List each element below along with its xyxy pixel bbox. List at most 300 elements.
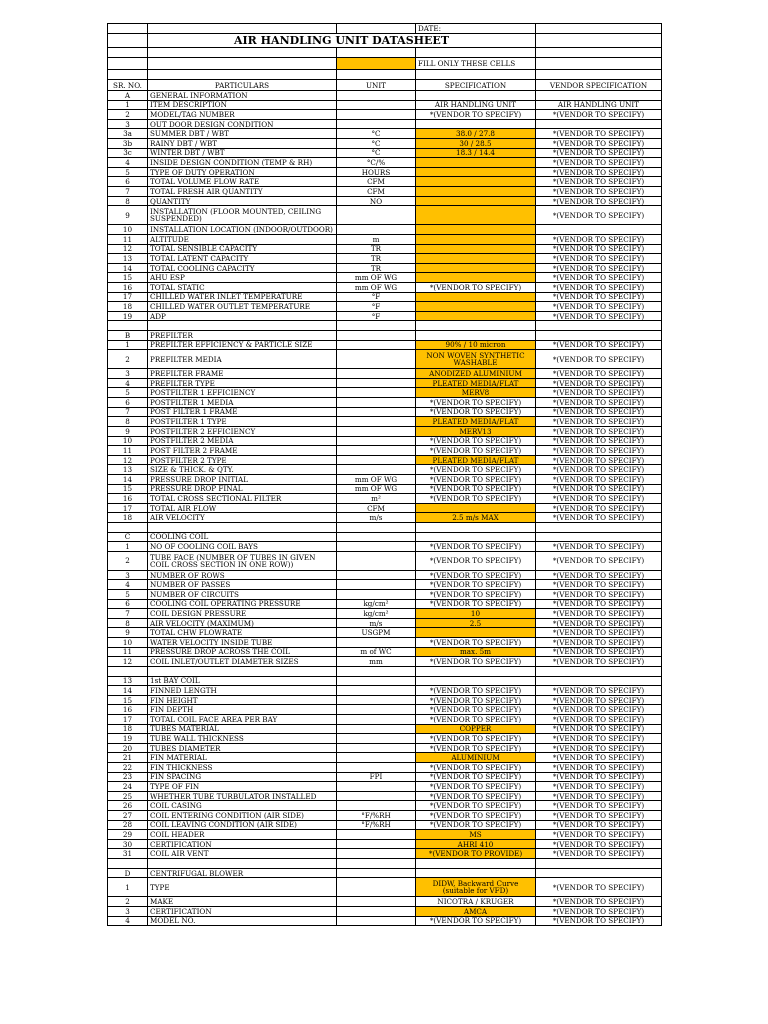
row-srno: 13 bbox=[108, 254, 148, 264]
row-srno: 25 bbox=[108, 791, 148, 801]
row-unit bbox=[337, 763, 416, 773]
row-srno: 7 bbox=[108, 609, 148, 619]
row-srno: 3 bbox=[108, 369, 148, 379]
row-specification: *(VENDOR TO SPECIFY) bbox=[416, 590, 536, 600]
row-particulars bbox=[148, 321, 337, 331]
row-specification: *(VENDOR TO SPECIFY) bbox=[416, 782, 536, 792]
table-row bbox=[108, 129, 662, 139]
row-vendor-specification[interactable]: *(VENDOR TO SPECIFY) bbox=[536, 129, 662, 139]
row-particulars: TUBE WALL THICKNESS bbox=[148, 734, 337, 744]
row-specification bbox=[416, 666, 536, 676]
row-specification[interactable]: MS bbox=[416, 830, 536, 840]
row-specification[interactable] bbox=[416, 187, 536, 197]
row-vendor-specification[interactable]: *(VENDOR TO SPECIFY) bbox=[536, 311, 662, 321]
row-srno: 14 bbox=[108, 263, 148, 273]
table-row bbox=[108, 743, 662, 753]
row-unit: mm OF WG bbox=[337, 282, 416, 292]
row-unit bbox=[337, 714, 416, 724]
row-vendor-specification[interactable]: *(VENDOR TO SPECIFY) bbox=[536, 388, 662, 398]
row-particulars: INSTALLATION (FLOOR MOUNTED, CEILING SUSPENDED) bbox=[148, 206, 337, 225]
row-specification bbox=[416, 859, 536, 869]
row-vendor-specification[interactable]: *(VENDOR TO SPECIFY) bbox=[536, 148, 662, 158]
row-specification: *(VENDOR TO SPECIFY) bbox=[416, 811, 536, 821]
table-row bbox=[108, 244, 662, 254]
col-header-particulars: PARTICULARS bbox=[148, 80, 337, 91]
row-vendor-specification[interactable]: *(VENDOR TO SPECIFY) bbox=[536, 599, 662, 609]
row-particulars: QUANTITY bbox=[148, 196, 337, 206]
row-srno: 3 bbox=[108, 119, 148, 129]
row-vendor-specification[interactable]: *(VENDOR TO SPECIFY) bbox=[536, 187, 662, 197]
row-vendor-specification[interactable]: *(VENDOR TO SPECIFY) bbox=[536, 244, 662, 254]
table-row bbox=[108, 868, 662, 878]
row-particulars: TOTAL CHW FLOWRATE bbox=[148, 628, 337, 638]
row-vendor-specification[interactable] bbox=[536, 119, 662, 129]
row-vendor-specification[interactable]: *(VENDOR TO SPECIFY) bbox=[536, 782, 662, 792]
row-particulars: TUBES MATERIAL bbox=[148, 724, 337, 734]
row-vendor-specification[interactable]: *(VENDOR TO SPECIFY) bbox=[536, 906, 662, 916]
row-unit bbox=[337, 119, 416, 129]
row-specification[interactable]: AHRI 410 bbox=[416, 839, 536, 849]
row-srno bbox=[108, 522, 148, 532]
row-specification[interactable]: 90% / 10 micron bbox=[416, 340, 536, 350]
row-vendor-specification[interactable]: *(VENDOR TO SPECIFY) bbox=[536, 849, 662, 859]
row-specification[interactable]: DIDW, Backward Curve (suitable for VFD) bbox=[416, 878, 536, 897]
row-unit bbox=[337, 570, 416, 580]
row-specification[interactable]: 38.0 / 27.8 bbox=[416, 129, 536, 139]
table-row bbox=[108, 503, 662, 513]
row-particulars: COIL CASING bbox=[148, 801, 337, 811]
row-specification bbox=[416, 119, 536, 129]
row-unit bbox=[337, 897, 416, 907]
row-particulars: PREFILTER EFFICIENCY & PARTICLE SIZE bbox=[148, 340, 337, 350]
row-vendor-specification[interactable]: *(VENDOR TO SPECIFY) bbox=[536, 282, 662, 292]
row-specification[interactable]: MERV13 bbox=[416, 426, 536, 436]
row-vendor-specification[interactable]: *(VENDOR TO SPECIFY) bbox=[536, 743, 662, 753]
row-particulars: TOTAL AIR FLOW bbox=[148, 503, 337, 513]
row-specification[interactable]: 2.5 m/s MAX bbox=[416, 513, 536, 523]
row-srno: 3 bbox=[108, 906, 148, 916]
row-particulars: RAINY DBT / WBT bbox=[148, 139, 337, 149]
row-vendor-specification[interactable]: *(VENDOR TO SPECIFY) bbox=[536, 378, 662, 388]
datasheet-table bbox=[107, 23, 662, 926]
table-row bbox=[108, 916, 662, 926]
row-specification[interactable]: NON WOVEN SYNTHETIC WASHABLE bbox=[416, 350, 536, 369]
row-unit: kg/cm² bbox=[337, 599, 416, 609]
row-vendor-specification[interactable]: *(VENDOR TO SPECIFY) bbox=[536, 263, 662, 273]
table-row bbox=[108, 542, 662, 552]
row-unit bbox=[337, 225, 416, 235]
row-unit: TR bbox=[337, 254, 416, 264]
row-specification: *(VENDOR TO SPECIFY) bbox=[416, 110, 536, 120]
row-vendor-specification[interactable] bbox=[536, 91, 662, 101]
row-vendor-specification[interactable]: *(VENDOR TO SPECIFY) bbox=[536, 916, 662, 926]
row-vendor-specification[interactable]: *(VENDOR TO SPECIFY) bbox=[536, 609, 662, 619]
table-row bbox=[108, 234, 662, 244]
row-srno: 3 bbox=[108, 570, 148, 580]
row-unit: mm OF WG bbox=[337, 474, 416, 484]
row-unit: °F bbox=[337, 302, 416, 312]
table-row bbox=[108, 474, 662, 484]
row-vendor-specification[interactable]: *(VENDOR TO SPECIFY) bbox=[536, 820, 662, 830]
table-row bbox=[108, 187, 662, 197]
row-particulars: POSTFILTER 1 MEDIA bbox=[148, 398, 337, 408]
row-unit bbox=[337, 436, 416, 446]
row-specification[interactable]: ANODIZED ALUMINIUM bbox=[416, 369, 536, 379]
row-srno bbox=[108, 859, 148, 869]
row-srno: D bbox=[108, 868, 148, 878]
row-vendor-specification[interactable]: *(VENDOR TO SPECIFY) bbox=[536, 398, 662, 408]
row-particulars: TOTAL VOLUME FLOW RATE bbox=[148, 177, 337, 187]
row-vendor-specification[interactable] bbox=[536, 532, 662, 542]
row-srno: 10 bbox=[108, 436, 148, 446]
row-specification[interactable] bbox=[416, 503, 536, 513]
row-vendor-specification[interactable]: *(VENDOR TO SPECIFY) bbox=[536, 551, 662, 570]
row-specification: *(VENDOR TO SPECIFY) bbox=[416, 398, 536, 408]
row-vendor-specification[interactable]: *(VENDOR TO SPECIFY) bbox=[536, 446, 662, 456]
row-particulars: WATER VELOCITY INSIDE TUBE bbox=[148, 638, 337, 648]
row-vendor-specification[interactable]: *(VENDOR TO SPECIFY) bbox=[536, 484, 662, 494]
row-specification: *(VENDOR TO SPECIFY) bbox=[416, 695, 536, 705]
table-row bbox=[108, 158, 662, 168]
row-srno: 31 bbox=[108, 849, 148, 859]
date-label: DATE: bbox=[416, 24, 536, 34]
row-specification[interactable]: AMCA bbox=[416, 906, 536, 916]
row-vendor-specification[interactable]: *(VENDOR TO SPECIFY) bbox=[536, 234, 662, 244]
table-row bbox=[108, 551, 662, 570]
row-specification[interactable] bbox=[416, 628, 536, 638]
row-vendor-specification[interactable]: *(VENDOR TO SPECIFY) bbox=[536, 570, 662, 580]
row-specification[interactable]: 30 / 28.5 bbox=[416, 139, 536, 149]
row-vendor-specification[interactable]: *(VENDOR TO SPECIFY) bbox=[536, 657, 662, 667]
row-unit bbox=[337, 801, 416, 811]
row-unit bbox=[337, 350, 416, 369]
row-specification[interactable]: PLEATED MEDIA/FLAT bbox=[416, 417, 536, 427]
row-particulars: TYPE OF FIN bbox=[148, 782, 337, 792]
row-specification[interactable]: PLEATED MEDIA/FLAT bbox=[416, 455, 536, 465]
row-particulars: AHU ESP bbox=[148, 273, 337, 283]
row-vendor-specification[interactable]: *(VENDOR TO SPECIFY) bbox=[536, 426, 662, 436]
row-particulars: CERTIFICATION bbox=[148, 906, 337, 916]
row-srno: 12 bbox=[108, 657, 148, 667]
row-specification[interactable] bbox=[416, 254, 536, 264]
row-vendor-specification[interactable]: *(VENDOR TO SPECIFY) bbox=[536, 580, 662, 590]
row-vendor-specification[interactable]: *(VENDOR TO SPECIFY) bbox=[536, 273, 662, 283]
row-vendor-specification[interactable]: *(VENDOR TO SPECIFY) bbox=[536, 724, 662, 734]
table-row bbox=[108, 484, 662, 494]
row-unit bbox=[337, 331, 416, 341]
row-specification[interactable] bbox=[416, 158, 536, 168]
row-vendor-specification[interactable]: *(VENDOR TO SPECIFY) bbox=[536, 791, 662, 801]
row-specification: *(VENDOR TO SPECIFY) bbox=[416, 474, 536, 484]
row-specification[interactable]: COPPER bbox=[416, 724, 536, 734]
row-specification[interactable] bbox=[416, 196, 536, 206]
row-vendor-specification[interactable]: *(VENDOR TO SPECIFY) bbox=[536, 878, 662, 897]
row-vendor-specification[interactable]: *(VENDOR TO SPECIFY) bbox=[536, 839, 662, 849]
row-specification[interactable] bbox=[416, 302, 536, 312]
row-unit bbox=[337, 580, 416, 590]
row-srno: 5 bbox=[108, 388, 148, 398]
row-specification[interactable] bbox=[416, 225, 536, 235]
row-unit bbox=[337, 743, 416, 753]
row-srno: 15 bbox=[108, 695, 148, 705]
row-vendor-specification[interactable]: *(VENDOR TO SPECIFY) bbox=[536, 734, 662, 744]
legend-row bbox=[108, 58, 662, 70]
row-specification bbox=[416, 532, 536, 542]
row-particulars: TUBES DIAMETER bbox=[148, 743, 337, 753]
table-row bbox=[108, 666, 662, 676]
row-vendor-specification[interactable]: *(VENDOR TO SPECIFY) bbox=[536, 340, 662, 350]
row-vendor-specification[interactable]: *(VENDOR TO SPECIFY) bbox=[536, 254, 662, 264]
row-vendor-specification[interactable]: *(VENDOR TO SPECIFY) bbox=[536, 638, 662, 648]
row-unit: °C bbox=[337, 139, 416, 149]
row-vendor-specification[interactable]: *(VENDOR TO SPECIFY) bbox=[536, 590, 662, 600]
row-particulars: WINTER DBT / WBT bbox=[148, 148, 337, 158]
row-specification: *(VENDOR TO SPECIFY) bbox=[416, 772, 536, 782]
row-unit bbox=[337, 455, 416, 465]
row-srno: 11 bbox=[108, 234, 148, 244]
row-vendor-specification[interactable]: *(VENDOR TO SPECIFY) bbox=[536, 830, 662, 840]
row-vendor-specification[interactable] bbox=[536, 321, 662, 331]
table-row bbox=[108, 321, 662, 331]
row-srno: 18 bbox=[108, 513, 148, 523]
row-specification[interactable] bbox=[416, 244, 536, 254]
row-vendor-specification[interactable]: *(VENDOR TO SPECIFY) bbox=[536, 302, 662, 312]
row-specification[interactable]: *(VENDOR TO PROVIDE) bbox=[416, 849, 536, 859]
row-vendor-specification[interactable]: *(VENDOR TO SPECIFY) bbox=[536, 503, 662, 513]
row-specification[interactable]: MERV8 bbox=[416, 388, 536, 398]
row-particulars: AIR VELOCITY bbox=[148, 513, 337, 523]
row-specification: *(VENDOR TO SPECIFY) bbox=[416, 484, 536, 494]
row-unit bbox=[337, 878, 416, 897]
row-unit: kg/cm² bbox=[337, 609, 416, 619]
row-particulars: CENTRIFUGAL BLOWER bbox=[148, 868, 337, 878]
row-particulars: NUMBER OF PASSES bbox=[148, 580, 337, 590]
row-vendor-specification[interactable]: *(VENDOR TO SPECIFY) bbox=[536, 417, 662, 427]
row-unit bbox=[337, 522, 416, 532]
date-field[interactable] bbox=[536, 24, 662, 34]
table-row bbox=[108, 446, 662, 456]
table-row bbox=[108, 254, 662, 264]
row-specification: *(VENDOR TO SPECIFY) bbox=[416, 570, 536, 580]
row-specification: *(VENDOR TO SPECIFY) bbox=[416, 763, 536, 773]
row-srno: 14 bbox=[108, 474, 148, 484]
row-vendor-specification[interactable]: *(VENDOR TO SPECIFY) bbox=[536, 350, 662, 369]
row-specification[interactable] bbox=[416, 263, 536, 273]
row-vendor-specification[interactable]: *(VENDOR TO SPECIFY) bbox=[536, 897, 662, 907]
row-particulars: POSTFILTER 1 EFFICIENCY bbox=[148, 388, 337, 398]
table-row bbox=[108, 590, 662, 600]
row-srno: 24 bbox=[108, 782, 148, 792]
row-vendor-specification[interactable]: *(VENDOR TO SPECIFY) bbox=[536, 618, 662, 628]
row-vendor-specification[interactable] bbox=[536, 859, 662, 869]
row-srno: 29 bbox=[108, 830, 148, 840]
table-row bbox=[108, 570, 662, 580]
row-vendor-specification[interactable]: *(VENDOR TO SPECIFY) bbox=[536, 628, 662, 638]
row-unit bbox=[337, 676, 416, 686]
row-unit: m/s bbox=[337, 618, 416, 628]
row-specification[interactable] bbox=[416, 167, 536, 177]
row-specification[interactable] bbox=[416, 177, 536, 187]
row-srno: 12 bbox=[108, 244, 148, 254]
row-vendor-specification[interactable]: *(VENDOR TO SPECIFY) bbox=[536, 513, 662, 523]
row-particulars: POSTFILTER 1 TYPE bbox=[148, 417, 337, 427]
table-row bbox=[108, 91, 662, 101]
row-srno: 16 bbox=[108, 282, 148, 292]
table-row bbox=[108, 436, 662, 446]
row-vendor-specification[interactable]: *(VENDOR TO SPECIFY) bbox=[536, 753, 662, 763]
row-srno: 18 bbox=[108, 724, 148, 734]
row-specification[interactable]: 18.3 / 14.4 bbox=[416, 148, 536, 158]
row-unit: mm OF WG bbox=[337, 273, 416, 283]
row-vendor-specification[interactable]: *(VENDOR TO SPECIFY) bbox=[536, 695, 662, 705]
row-specification[interactable]: PLEATED MEDIA/FLAT bbox=[416, 378, 536, 388]
table-row bbox=[108, 522, 662, 532]
table-row bbox=[108, 714, 662, 724]
row-unit: TR bbox=[337, 244, 416, 254]
fill-note: FILL ONLY THESE CELLS bbox=[416, 58, 536, 70]
row-specification[interactable]: 10 bbox=[416, 609, 536, 619]
row-srno bbox=[108, 321, 148, 331]
row-particulars: WHETHER TUBE TURBULATOR INSTALLED bbox=[148, 791, 337, 801]
row-particulars: COIL DESIGN PRESSURE bbox=[148, 609, 337, 619]
row-srno: 5 bbox=[108, 167, 148, 177]
row-vendor-specification[interactable]: *(VENDOR TO SPECIFY) bbox=[536, 196, 662, 206]
table-row bbox=[108, 618, 662, 628]
row-vendor-specification[interactable]: *(VENDOR TO SPECIFY) bbox=[536, 494, 662, 504]
table-row bbox=[108, 148, 662, 158]
row-specification[interactable] bbox=[416, 311, 536, 321]
row-specification[interactable]: 2.5 bbox=[416, 618, 536, 628]
row-srno: 7 bbox=[108, 407, 148, 417]
table-row bbox=[108, 791, 662, 801]
row-unit bbox=[337, 638, 416, 648]
row-specification[interactable] bbox=[416, 234, 536, 244]
row-vendor-specification[interactable]: *(VENDOR TO SPECIFY) bbox=[536, 407, 662, 417]
row-specification[interactable]: max. 5m bbox=[416, 647, 536, 657]
row-vendor-specification[interactable]: *(VENDOR TO SPECIFY) bbox=[536, 811, 662, 821]
table-row bbox=[108, 139, 662, 149]
row-vendor-specification[interactable]: *(VENDOR TO SPECIFY) bbox=[536, 110, 662, 120]
row-specification: *(VENDOR TO SPECIFY) bbox=[416, 743, 536, 753]
row-specification[interactable]: ALUMINIUM bbox=[416, 753, 536, 763]
row-unit: CFM bbox=[337, 187, 416, 197]
table-row bbox=[108, 695, 662, 705]
row-unit bbox=[337, 859, 416, 869]
row-srno: 1 bbox=[108, 100, 148, 110]
row-specification[interactable] bbox=[416, 273, 536, 283]
row-vendor-specification[interactable]: *(VENDOR TO SPECIFY) bbox=[536, 177, 662, 187]
row-srno: 8 bbox=[108, 196, 148, 206]
row-vendor-specification[interactable]: *(VENDOR TO SPECIFY) bbox=[536, 436, 662, 446]
row-specification[interactable] bbox=[416, 206, 536, 225]
row-unit bbox=[337, 369, 416, 379]
table-row bbox=[108, 263, 662, 273]
row-vendor-specification[interactable]: AIR HANDLING UNIT bbox=[536, 100, 662, 110]
row-srno: 6 bbox=[108, 599, 148, 609]
row-srno: 15 bbox=[108, 273, 148, 283]
row-unit bbox=[337, 849, 416, 859]
row-unit bbox=[337, 532, 416, 542]
table-row bbox=[108, 369, 662, 379]
row-unit: mm bbox=[337, 657, 416, 667]
row-specification bbox=[416, 868, 536, 878]
row-srno: 16 bbox=[108, 705, 148, 715]
row-unit: °F/%RH bbox=[337, 820, 416, 830]
row-vendor-specification[interactable]: *(VENDOR TO SPECIFY) bbox=[536, 542, 662, 552]
row-specification: *(VENDOR TO SPECIFY) bbox=[416, 580, 536, 590]
row-particulars: COIL AIR VENT bbox=[148, 849, 337, 859]
row-particulars: GENERAL INFORMATION bbox=[148, 91, 337, 101]
row-particulars: TOTAL COOLING CAPACITY bbox=[148, 263, 337, 273]
table-row bbox=[108, 820, 662, 830]
row-vendor-specification[interactable]: *(VENDOR TO SPECIFY) bbox=[536, 167, 662, 177]
row-srno: 3c bbox=[108, 148, 148, 158]
row-vendor-specification[interactable] bbox=[536, 331, 662, 341]
row-vendor-specification[interactable]: *(VENDOR TO SPECIFY) bbox=[536, 292, 662, 302]
row-vendor-specification[interactable] bbox=[536, 666, 662, 676]
row-srno: 16 bbox=[108, 494, 148, 504]
row-vendor-specification[interactable]: *(VENDOR TO SPECIFY) bbox=[536, 705, 662, 715]
row-particulars: MAKE bbox=[148, 897, 337, 907]
col-header-unit: UNIT bbox=[337, 80, 416, 91]
row-vendor-specification[interactable]: *(VENDOR TO SPECIFY) bbox=[536, 772, 662, 782]
row-vendor-specification[interactable]: *(VENDOR TO SPECIFY) bbox=[536, 455, 662, 465]
row-particulars: COIL ENTERING CONDITION (AIR SIDE) bbox=[148, 811, 337, 821]
table-row bbox=[108, 513, 662, 523]
row-srno: 3a bbox=[108, 129, 148, 139]
table-row bbox=[108, 494, 662, 504]
table-row bbox=[108, 206, 662, 225]
row-specification: *(VENDOR TO SPECIFY) bbox=[416, 820, 536, 830]
row-particulars: FIN THICKNESS bbox=[148, 763, 337, 773]
row-specification: *(VENDOR TO SPECIFY) bbox=[416, 801, 536, 811]
row-srno: 23 bbox=[108, 772, 148, 782]
row-vendor-specification[interactable]: *(VENDOR TO SPECIFY) bbox=[536, 801, 662, 811]
row-vendor-specification[interactable]: *(VENDOR TO SPECIFY) bbox=[536, 686, 662, 696]
row-srno: 11 bbox=[108, 647, 148, 657]
row-vendor-specification[interactable] bbox=[536, 225, 662, 235]
row-vendor-specification[interactable] bbox=[536, 676, 662, 686]
row-vendor-specification[interactable]: *(VENDOR TO SPECIFY) bbox=[536, 465, 662, 475]
row-particulars: FIN DEPTH bbox=[148, 705, 337, 715]
table-row bbox=[108, 455, 662, 465]
row-specification[interactable] bbox=[416, 292, 536, 302]
row-srno: A bbox=[108, 91, 148, 101]
table-row bbox=[108, 599, 662, 609]
row-particulars: POSTFILTER 2 TYPE bbox=[148, 455, 337, 465]
table-row bbox=[108, 878, 662, 897]
row-vendor-specification[interactable]: *(VENDOR TO SPECIFY) bbox=[536, 763, 662, 773]
table-row bbox=[108, 407, 662, 417]
row-unit bbox=[337, 782, 416, 792]
row-vendor-specification[interactable]: *(VENDOR TO SPECIFY) bbox=[536, 714, 662, 724]
row-particulars: NUMBER OF CIRCUITS bbox=[148, 590, 337, 600]
row-particulars: COIL INLET/OUTLET DIAMETER SIZES bbox=[148, 657, 337, 667]
row-vendor-specification[interactable]: *(VENDOR TO SPECIFY) bbox=[536, 369, 662, 379]
col-header-specification: SPECIFICATION bbox=[416, 80, 536, 91]
row-vendor-specification[interactable]: *(VENDOR TO SPECIFY) bbox=[536, 206, 662, 225]
row-vendor-specification[interactable]: *(VENDOR TO SPECIFY) bbox=[536, 647, 662, 657]
table-row bbox=[108, 897, 662, 907]
row-vendor-specification[interactable] bbox=[536, 522, 662, 532]
row-unit bbox=[337, 340, 416, 350]
row-vendor-specification[interactable] bbox=[536, 868, 662, 878]
row-vendor-specification[interactable]: *(VENDOR TO SPECIFY) bbox=[536, 139, 662, 149]
row-vendor-specification[interactable]: *(VENDOR TO SPECIFY) bbox=[536, 158, 662, 168]
row-particulars: FIN HEIGHT bbox=[148, 695, 337, 705]
blank-row bbox=[108, 70, 662, 80]
row-vendor-specification[interactable]: *(VENDOR TO SPECIFY) bbox=[536, 474, 662, 484]
